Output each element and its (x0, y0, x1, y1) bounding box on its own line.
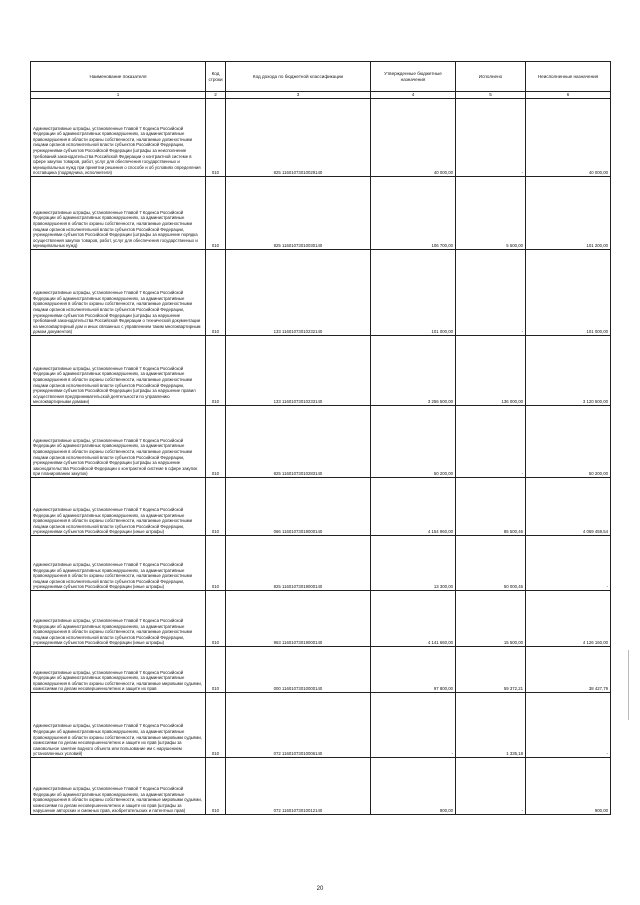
indicator-name: Административные штрафы, установленные Главой 7 Кодекса Российской Федерации об административных правонарушениях, за административные правонарушения в области охраны собственности, налагаемые мировыми судьями, комиссиями по делам несовершеннолетних и защите их прав (штрафы за нарушение авторских и смежных прав, изобретательских и патентных прав) (31, 758, 206, 815)
executed-amount: 136 000,00 (456, 336, 526, 406)
line-code: 010 (206, 758, 226, 815)
table-row (31, 647, 611, 693)
line-code: 010 (206, 536, 226, 591)
approved-amount: 3 256 500,00 (371, 336, 456, 406)
column-number-row (31, 92, 611, 99)
approved-amount: 101 000,00 (371, 250, 456, 336)
executed-amount: - (456, 250, 526, 336)
budget-execution-table (30, 61, 611, 815)
approved-amount: 50 200,00 (371, 406, 456, 478)
indicator-name: Административные штрафы, установленные Главой 7 Кодекса Российской Федерации об административных правонарушениях, за административные правонарушения в области охраны собственности, налагаемые должностными лицами органов исполнительной власти субъектов Российской Федерации, учреждениями субъектов Российской Федерации (иные штрафы) (31, 536, 206, 591)
header-budget-classification-code: Код дохода по бюджетной классификации (226, 62, 371, 92)
indicator-name: Административные штрафы, установленные Главой 7 Кодекса Российской Федерации об административных правонарушениях, за административные правонарушения в области охраны собственности, налагаемые должностными лицами органов исполнительной власти субъектов Российской Федерации, учреждениями субъектов Российской Федерации (штрафы за неисполнение требований законодательства Российской Федерации о контрактной системе в сфере закупок товаров, работ, услуг для обеспечения государственных и муниципальных нужд при принятии решения о способе и об условиях определения поставщика (подрядчика, исполнителя) (31, 99, 206, 177)
indicator-name: Административные штрафы, установленные Главой 7 Кодекса Российской Федерации об административных правонарушениях, за административные правонарушения в области охраны собственности, налагаемые мировыми судьями, комиссиями по делам несовершеннолетних и защите их прав (31, 647, 206, 693)
executed-amount: 1 335,18 (456, 693, 526, 758)
table-row (31, 336, 611, 406)
classification-code: 066 11601073019000140 (226, 478, 371, 536)
approved-amount: 4 154 960,00 (371, 478, 456, 536)
column-number: 4 (371, 92, 456, 99)
table-row (31, 693, 611, 758)
header-executed: Исполнено (456, 62, 526, 92)
line-code: 010 (206, 693, 226, 758)
classification-code: 133 11601073010232140 (226, 250, 371, 336)
unexecuted-amount: 4 069 459,54 (526, 478, 611, 536)
classification-code: 072 11601073010012140 (226, 758, 371, 815)
classification-code: 825 11601073010283140 (226, 406, 371, 478)
approved-amount: 13 300,00 (371, 536, 456, 591)
classification-code: 825 11601073010030140 (226, 177, 371, 250)
unexecuted-amount: 101 200,00 (526, 177, 611, 250)
unexecuted-amount: 3 120 500,00 (526, 336, 611, 406)
column-number: 1 (31, 92, 206, 99)
classification-code: 825 11601073010029140 (226, 99, 371, 177)
line-code: 010 (206, 406, 226, 478)
indicator-name: Административные штрафы, установленные Главой 7 Кодекса Российской Федерации об административных правонарушениях, за административные правонарушения в области охраны собственности, налагаемые должностными лицами органов исполнительной власти субъектов Российской Федерации, учреждениями субъектов Российской Федерации (иные штрафы) (31, 591, 206, 647)
line-code: 010 (206, 647, 226, 693)
line-code: 010 (206, 591, 226, 647)
line-code: 010 (206, 478, 226, 536)
table-row (31, 591, 611, 647)
executed-amount: 50 000,46 (456, 536, 526, 591)
table-row (31, 250, 611, 336)
line-code: 010 (206, 177, 226, 250)
column-number: 3 (226, 92, 371, 99)
approved-amount: 97 800,00 (371, 647, 456, 693)
unexecuted-amount: - (526, 536, 611, 591)
table-row (31, 99, 611, 177)
unexecuted-amount: - (526, 693, 611, 758)
indicator-name: Административные штрафы, установленные Главой 7 Кодекса Российской Федерации об административных правонарушениях, за административные правонарушения в области охраны собственности, налагаемые должностными лицами органов исполнительной власти субъектов Российской Федерации, учреждениями субъектов Российской Федерации (штрафы за нарушение правил осуществления предпринимательской деятельности по управлению многоквартирными домами) (31, 336, 206, 406)
approved-amount: 106 700,00 (371, 177, 456, 250)
approved-amount: 900,00 (371, 758, 456, 815)
classification-code: 825 11601073019000140 (226, 536, 371, 591)
executed-amount: 85 500,46 (456, 478, 526, 536)
executed-amount: 59 372,21 (456, 647, 526, 693)
indicator-name: Административные штрафы, установленные Главой 7 Кодекса Российской Федерации об административных правонарушениях, за административные правонарушения в области охраны собственности, налагаемые должностными лицами органов исполнительной власти субъектов Российской Федерации, учреждениями субъектов Российской Федерации (штрафы за нарушение законодательства Российской Федерации о контрактной системе в сфере закупок при планировании закупок) (31, 406, 206, 478)
executed-amount: 15 500,00 (456, 591, 526, 647)
indicator-name: Административные штрафы, установленные Главой 7 Кодекса Российской Федерации об административных правонарушениях, за административные правонарушения в области охраны собственности, налагаемые должностными лицами органов исполнительной власти субъектов Российской Федерации, учреждениями субъектов Российской Федерации (штрафы за нарушение требований законодательства Российской Федерации о технической документации на многоквартирный дом и иных связанных с управлением таким многоквартирным домом документов) (31, 250, 206, 336)
line-code: 010 (206, 99, 226, 177)
page-number: 20 (316, 886, 324, 892)
header-line-code: Код строки (206, 62, 226, 92)
approved-amount: - (371, 693, 456, 758)
unexecuted-amount: 40 000,00 (526, 99, 611, 177)
unexecuted-amount: 900,00 (526, 758, 611, 815)
unexecuted-amount: 4 126 160,00 (526, 591, 611, 647)
table-row (31, 406, 611, 478)
executed-amount: - (456, 99, 526, 177)
table-row (31, 177, 611, 250)
column-number: 5 (456, 92, 526, 99)
column-number: 2 (206, 92, 226, 99)
header-approved-appropriations: Утвержденные бюджетные назначения (371, 62, 456, 92)
classification-code: 000 11601073010000140 (226, 647, 371, 693)
indicator-name: Административные штрафы, установленные Главой 7 Кодекса Российской Федерации об административных правонарушениях, за административные правонарушения в области охраны собственности, налагаемые мировыми судьями, комиссиями по делам несовершеннолетних и защите их прав (штрафы за самовольное занятие водного объекта или пользование им с нарушением установленных условий) (31, 693, 206, 758)
header-indicator-name: Наименование показателя (31, 62, 206, 92)
indicator-name: Административные штрафы, установленные Главой 7 Кодекса Российской Федерации об административных правонарушениях, за административные правонарушения в области охраны собственности, налагаемые должностными лицами органов исполнительной власти субъектов Российской Федерации, учреждениями субъектов Российской Федерации (иные штрафы) (31, 478, 206, 536)
table-row (31, 536, 611, 591)
table-row (31, 478, 611, 536)
executed-amount: - (456, 406, 526, 478)
approved-amount: 4 141 660,00 (371, 591, 456, 647)
classification-code: 072 11601073010006140 (226, 693, 371, 758)
table-row (31, 758, 611, 815)
line-code: 010 (206, 250, 226, 336)
table-header-row (31, 62, 611, 92)
approved-amount: 40 000,00 (371, 99, 456, 177)
unexecuted-amount: 50 200,00 (526, 406, 611, 478)
unexecuted-amount: 38 427,79 (526, 647, 611, 693)
classification-code: 963 11601073019000140 (226, 591, 371, 647)
classification-code: 133 11601073010233140 (226, 336, 371, 406)
executed-amount: - (456, 758, 526, 815)
column-number: 6 (526, 92, 611, 99)
unexecuted-amount: 101 000,00 (526, 250, 611, 336)
scan-edge-mark (628, 650, 629, 720)
line-code: 010 (206, 336, 226, 406)
indicator-name: Административные штрафы, установленные Главой 7 Кодекса Российской Федерации об административных правонарушениях, за административные правонарушения в области охраны собственности, налагаемые должностными лицами органов исполнительной власти субъектов Российской Федерации, учреждениями субъектов Российской Федерации (штрафы за нарушение порядка осуществления закупок товаров, работ, услуг для обеспечения государственных и муниципальных нужд) (31, 177, 206, 250)
executed-amount: 5 500,00 (456, 177, 526, 250)
header-unexecuted-appropriations: Неисполненные назначения (526, 62, 611, 92)
